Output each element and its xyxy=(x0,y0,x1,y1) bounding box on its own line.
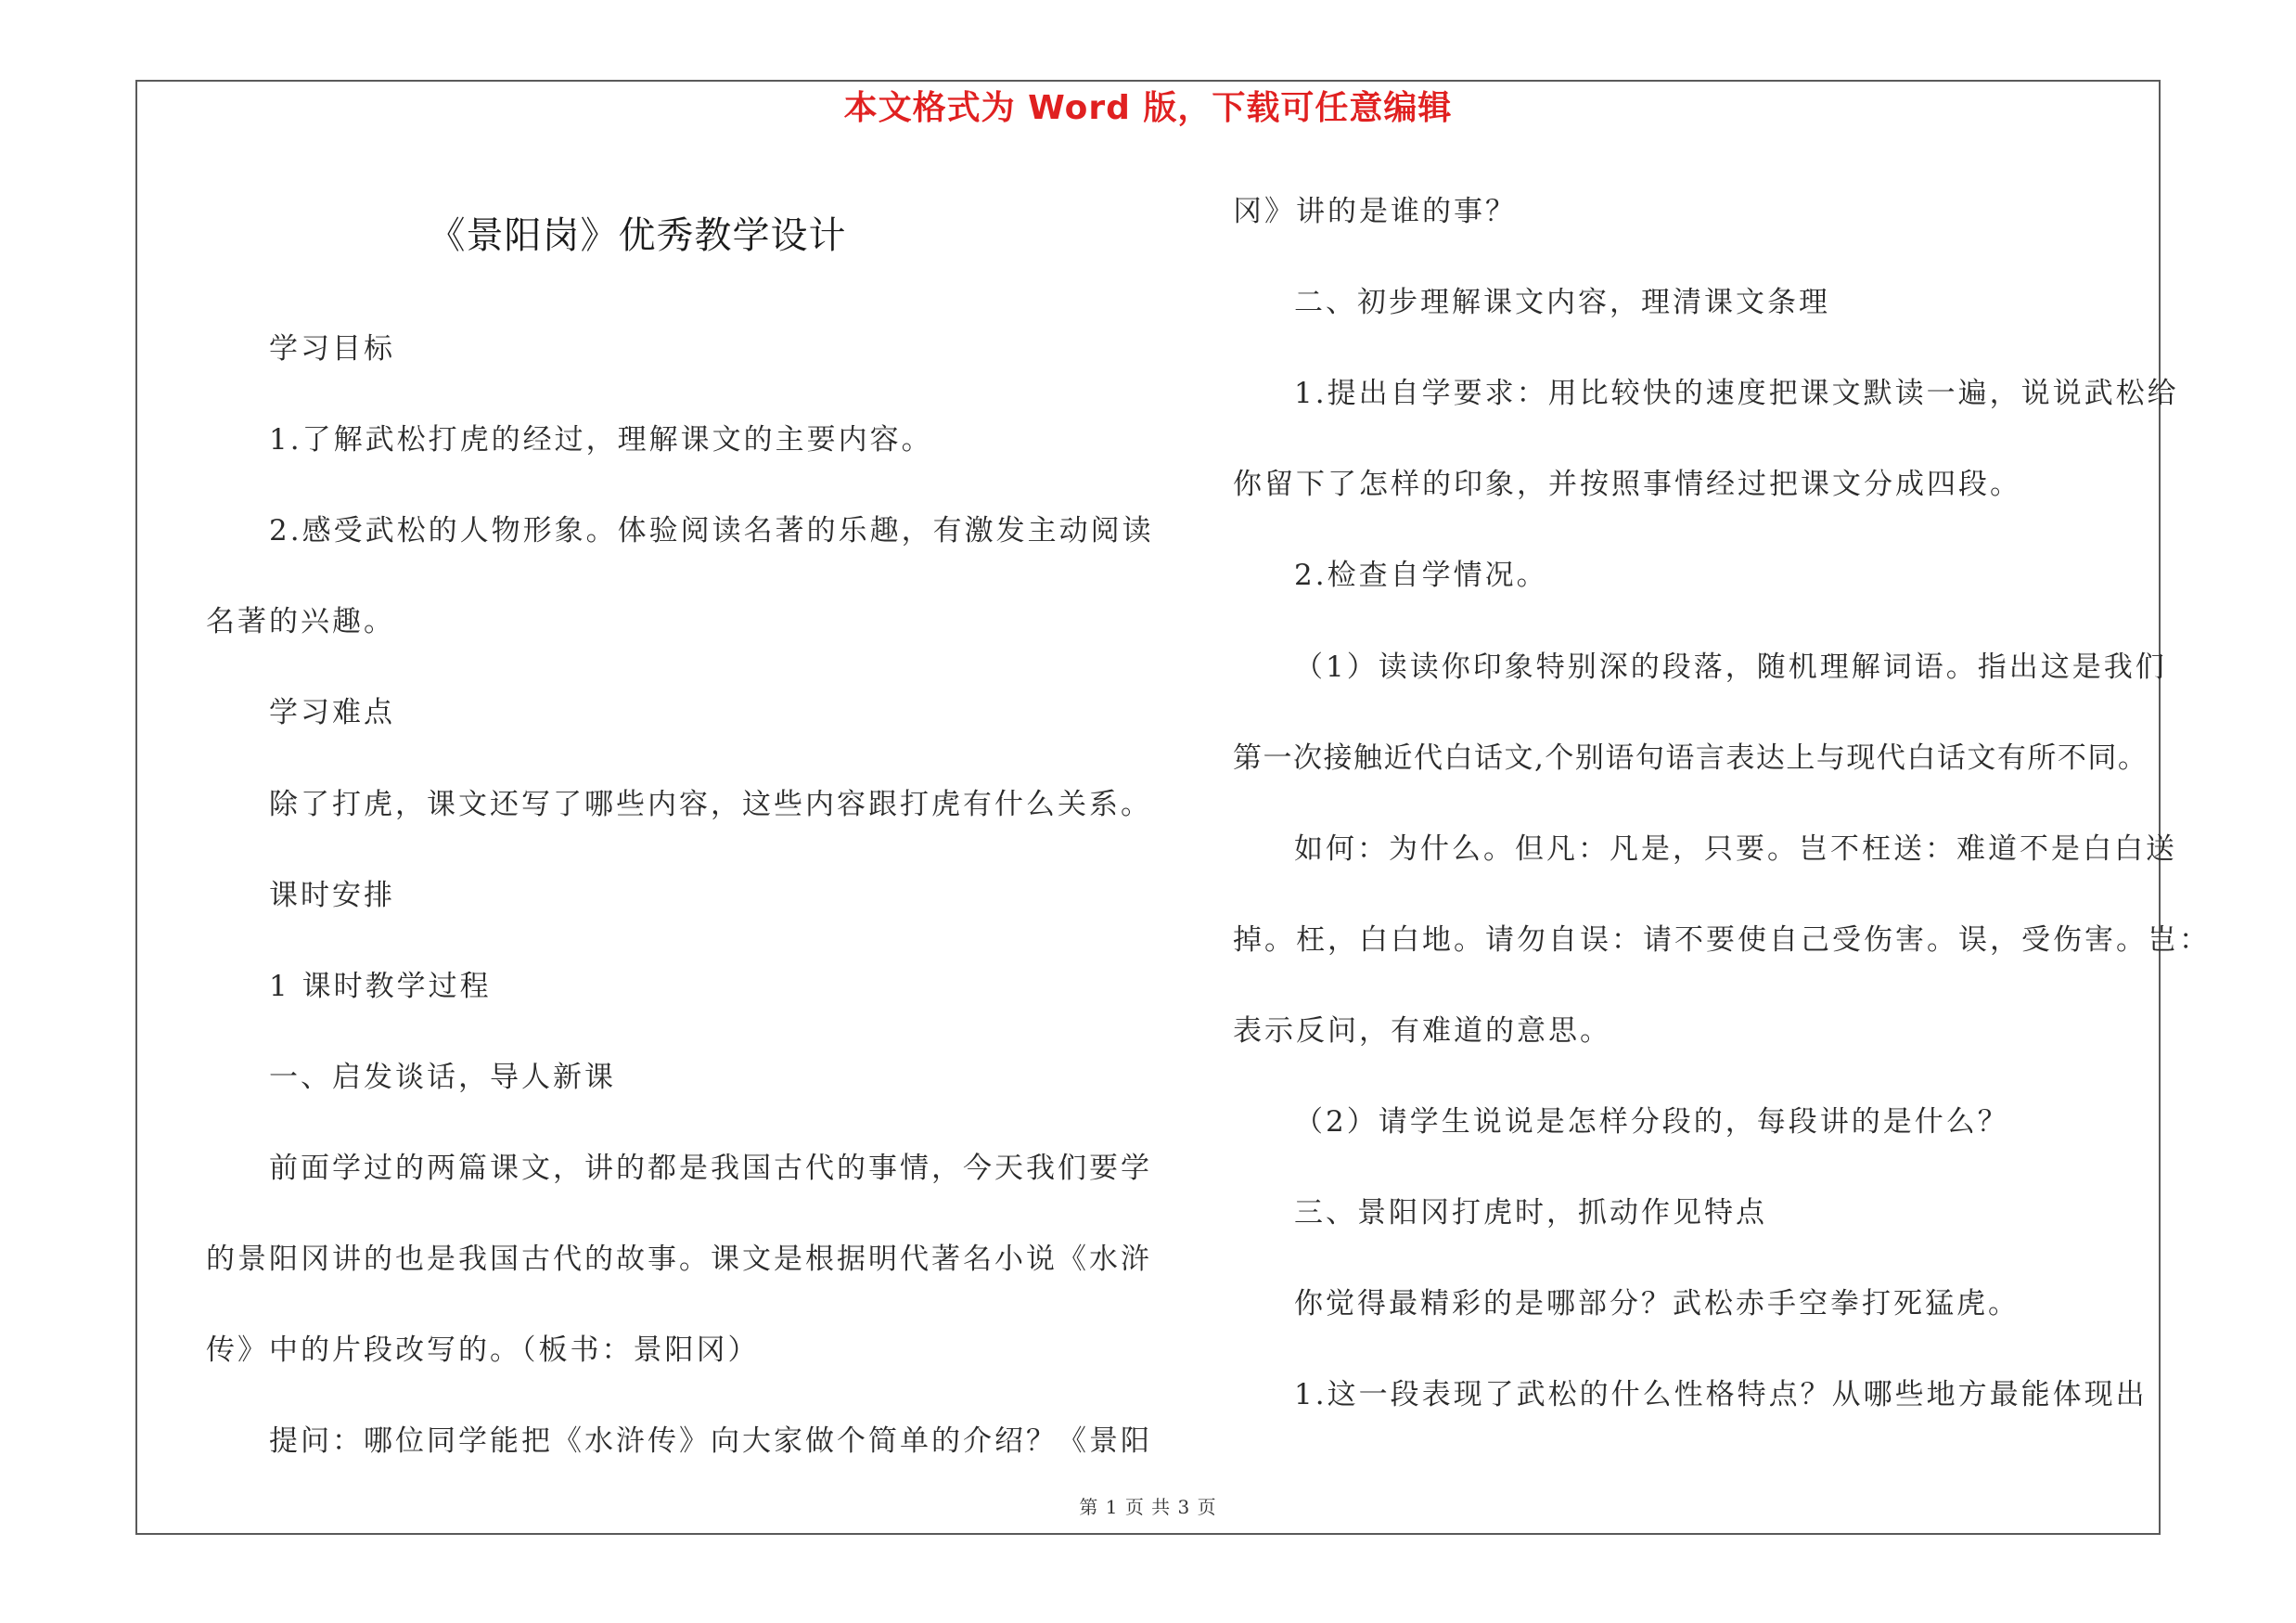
left-line-11: 传》中的片段改写的。（板书：景阳冈） xyxy=(206,1333,760,1367)
left-line-5: 除了打虎，课文还写了哪些内容，这些内容跟打虎有什么关系。 xyxy=(269,788,1152,821)
right-line-5: （1）读读你印象特别深的段落，随机理解词语。指出这是我们 xyxy=(1294,650,2167,684)
left-line-1: 1.了解武松打虎的经过，理解课文的主要内容。 xyxy=(269,423,933,457)
right-line-9: 表示反问，有难道的意思。 xyxy=(1233,1014,1611,1048)
right-line-7: 如何：为什么。但凡：凡是，只要。岂不枉送：难道不是白白送 xyxy=(1294,832,2177,866)
right-line-6: 第一次接触近代白话文,个别语句语言表达上与现代白话文有所不同。 xyxy=(1233,741,2148,775)
right-line-4: 2.检查自学情况。 xyxy=(1294,559,1548,592)
right-line-2: 1.提出自学要求：用比较快的速度把课文默读一遍，说说武松给 xyxy=(1294,377,2179,410)
right-line-11: 三、景阳冈打虎时，抓动作见特点 xyxy=(1294,1196,1767,1230)
right-line-12: 你觉得最精彩的是哪部分？武松赤手空拳打死猛虎。 xyxy=(1294,1287,2020,1320)
right-line-3: 你留下了怎样的印象，并按照事情经过把课文分成四段。 xyxy=(1233,468,2021,501)
left-line-8: 一、启发谈话，导人新课 xyxy=(269,1061,616,1094)
left-line-2: 2.感受武松的人物形象。体验阅读名著的乐趣，有激发主动阅读 xyxy=(269,514,1154,547)
left-line-3: 名著的兴趣。 xyxy=(206,605,395,638)
left-line-0: 学习目标 xyxy=(269,332,395,366)
right-line-8: 掉。枉，白白地。请勿自误：请不要使自己受伤害。误，受伤害。岂： xyxy=(1233,923,2211,957)
left-line-12: 提问：哪位同学能把《水浒传》向大家做个简单的介绍？《景阳 xyxy=(269,1424,1152,1458)
right-line-10: （2）请学生说说是怎样分段的，每段讲的是什么？ xyxy=(1294,1105,2009,1139)
left-line-6: 课时安排 xyxy=(269,879,395,912)
left-line-7: 1 课时教学过程 xyxy=(269,970,492,1003)
left-line-4: 学习难点 xyxy=(269,696,395,729)
page-number-footer: 第 1 页 共 3 页 xyxy=(1079,1496,1217,1518)
left-line-9: 前面学过的两篇课文，讲的都是我国古代的事情，今天我们要学 xyxy=(269,1152,1152,1185)
left-line-10: 的景阳冈讲的也是我国古代的故事。课文是根据明代著名小说《水浒 xyxy=(206,1243,1152,1276)
right-line-1: 二、初步理解课文内容，理清课文条理 xyxy=(1294,286,1830,319)
document-title: 《景阳岗》优秀教学设计 xyxy=(428,214,847,257)
right-line-0: 冈》讲的是谁的事？ xyxy=(1233,195,1517,228)
right-line-13: 1.这一段表现了武松的什么性格特点？从哪些地方最能体现出 xyxy=(1294,1378,2148,1411)
format-banner: 本文格式为 Word 版，下载可任意编辑 xyxy=(843,89,1453,127)
